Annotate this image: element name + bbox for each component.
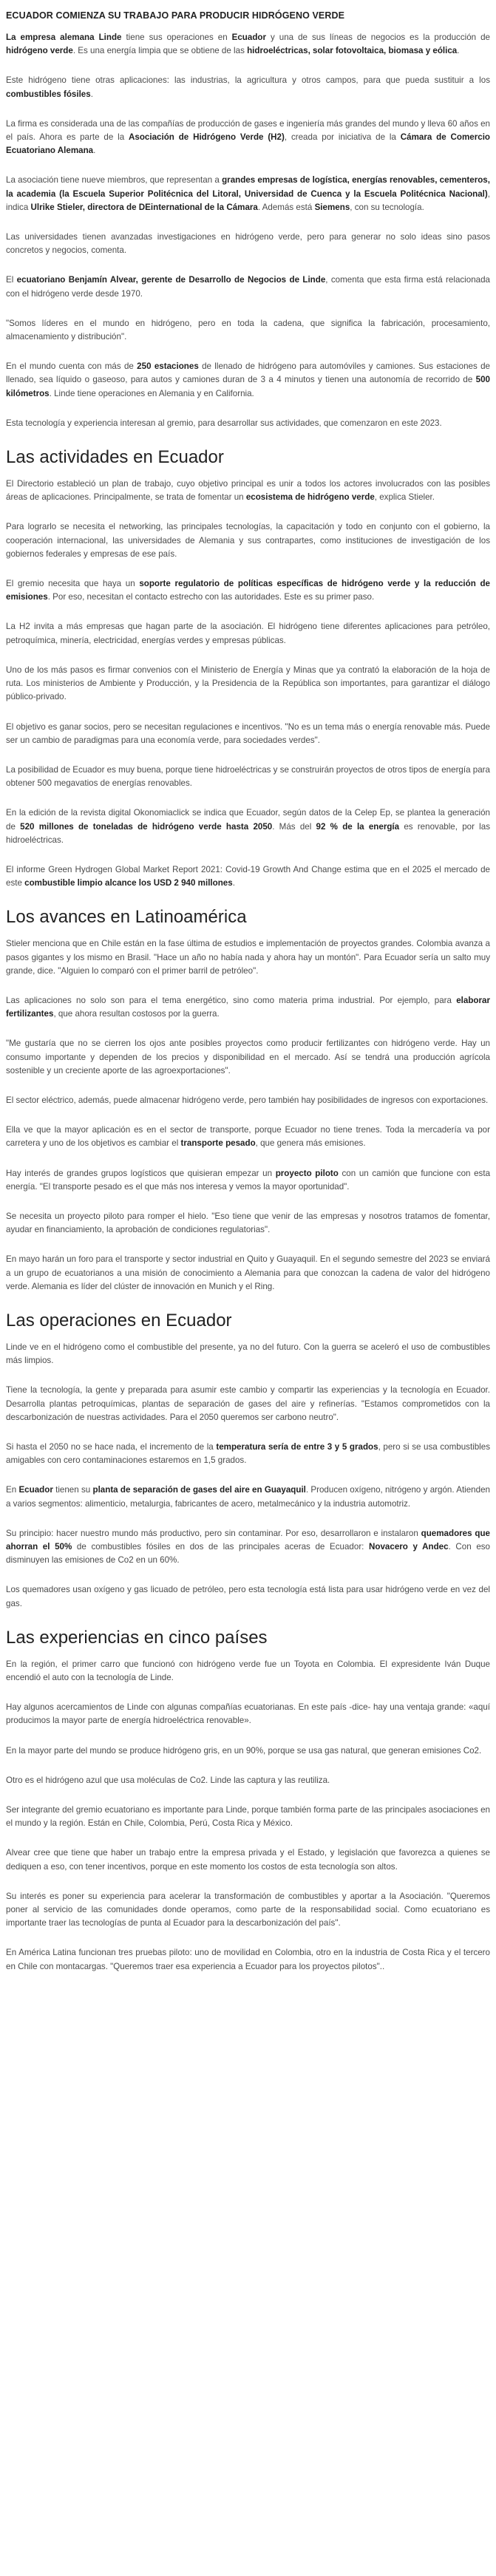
section-paragraph: En la región, el primer carro que funcionó con hidrógeno verde fue un Toyota en Colombia. El expresidente Iván Duque encendió el auto con la tecnología de Linde.	[6, 1659, 490, 1683]
section-paragraph: En la edición de la revista digital Okonomiaclick se indica que Ecuador, según datos de la Celep Ep, se plantea la generación de 520 millones de toneladas de hidrógeno verde hasta 2050. Más del 92 % de la energía es renovable, por las hidroeléctricas.	[6, 808, 490, 845]
section-paragraph: La posibilidad de Ecuador es muy buena, porque tiene hidroeléctricas y se construirán proyectos de otros tipos de energía para obtener 500 megavatios de energías renovables.	[6, 764, 490, 789]
bold-text: soporte regulatorio de políticas específicas de hidrógeno verde y la reducción de emisiones	[6, 579, 490, 602]
bold-text: elaborar fertilizantes	[6, 995, 490, 1019]
article-section	[6, 446, 490, 890]
section-paragraph: Su interés es poner su experiencia para acelerar la transformación de combustibles y aportar a la Asociación. "Queremos poner al servicio de las comunidades donde operamos, como parte de la responsabilidad social. Como ecuatoriano es importante traer las tecnologías de punta al Ecuador para la descarbonización del país".	[6, 1891, 490, 1928]
section-heading: Las actividades en Ecuador	[6, 447, 224, 468]
section-heading: Los avances en Latinoamérica	[6, 907, 247, 928]
bold-text: hidrógeno verde	[6, 46, 73, 56]
article-sections	[6, 446, 490, 1974]
article-section	[6, 906, 490, 1294]
section-paragraph: La H2 invita a más empresas que hagan parte de la asociación. El hidrógeno tiene diferentes aplicaciones para petróleo, petroquímica, minería, electricidad, energías verdes y empresas públicas.	[6, 622, 490, 645]
section-paragraph: El informe Green Hydrogen Global Market Report 2021: Covid-19 Growth And Change estima que en el 2025 el mercado de este combustible limpio alcance los USD 2 940 millones.	[6, 864, 490, 888]
intro-paragraph: La empresa alemana Linde tiene sus operaciones en Ecuador y una de sus líneas de negocios es la producción de hidrógeno verde. Es una energía limpia que se obtiene de las hidroeléctricas, solar fotovoltaica, biomasa y eólica.	[6, 33, 490, 56]
section-paragraph: Tiene la tecnología, la gente y preparada para asumir este cambio y compartir las experiencias y la tecnología en Ecuador. Desarrolla plantas petroquímicas, plantas de separación de gases del aire y refinerías. "Estamos comprometidos con la descarbonización de nuestras actividades. Para el 2050 queremos ser carbono neutro".	[6, 1385, 490, 1422]
section-paragraph: Los quemadores usan oxígeno y gas licuado de petróleo, pero esta tecnología está lista para usar hidrógeno verde en vez del gas.	[6, 1585, 490, 1608]
bold-text: Cámara de Comercio Ecuatoriano Alemana	[6, 132, 491, 156]
section-paragraph: Ser integrante del gremio ecuatoriano es importante para Linde, porque también forma parte de las principales asociaciones en el mundo y la región. Están en Chile, Colombia, Perú, Costa Rica y México.	[6, 1805, 490, 1829]
intro-paragraph: La firma es considerada una de las compañías de producción de gases e ingeniería más grandes del mundo y lleva 60 años en el país. Ahora es parte de la Asociación de Hidrógeno Verde (H2), creada por iniciativa de la Cámara de Comercio Ecuatoriano Alemana.	[6, 118, 491, 156]
section-paragraph: En América Latina funcionan tres pruebas piloto: uno de movilidad en Colombia, otro en la industria de Costa Rica y el tercero en Chile con montacargas. "Queremos traer esa experiencia a Ecuador para los proyectos pilotos"..	[6, 1948, 490, 1971]
section-paragraph: El gremio necesita que haya un soporte regulatorio de políticas específicas de hidrógeno verde y la reducción de emisiones. Por eso, necesitan el contacto estrecho con las autoridades. Este es su primer paso.	[6, 579, 490, 602]
section-paragraph: El Directorio estableció un plan de trabajo, cuyo objetivo principal es unir a todos los actores involucrados con las posibles áreas de aplicaciones. Principalmente, se trata de fomentar un ecosistema de hidrógeno verde, explica Stieler.	[6, 479, 490, 503]
article-section	[6, 1627, 490, 1974]
section-paragraph: En la mayor parte del mundo se produce hidrógeno gris, en un 90%, porque se usa gas natural, que generan emisiones Co2.	[6, 1745, 482, 1756]
section-heading: Las experiencias en cinco países	[6, 1627, 268, 1648]
bold-text: quemadores que ahorran el 50%	[6, 1528, 490, 1552]
section-paragraph: Para lograrlo se necesita el networking, las principales tecnologías, la capacitación y todo en conjunto con el gobierno, la cooperación internacional, las universidades de Alemania y sus contrapartes, como instituciones de investigación de los gobiernos federales y empresas de ese país.	[6, 522, 490, 559]
section-paragraph: Las aplicaciones no solo son para el tema energético, sino como materia prima industrial. Por ejemplo, para elaborar fertilizantes, que ahora resultan costosos por la guerra.	[6, 995, 490, 1019]
bold-text: ecuatoriano Benjamín Alvear, gerente de Desarrollo de Negocios de Linde	[16, 275, 326, 285]
bold-text: La empresa alemana Linde	[6, 33, 122, 42]
bold-text: planta de separación de gases del aire en Guayaquil	[92, 1485, 306, 1495]
bold-text: transporte pesado	[180, 1138, 256, 1149]
bold-text: Ecuador	[231, 33, 267, 42]
section-paragraph: Se necesita un proyecto piloto para romper el hielo. "Eso tiene que venir de las empresas y nosotros tratamos de fomentar, ayudar en financiamiento, la aprobación de condiciones regulatorias".	[6, 1211, 490, 1235]
bold-text: 520 millones de toneladas de hidrógeno verde hasta 2050	[20, 821, 273, 832]
bold-text: 250 estaciones	[137, 361, 199, 372]
intro-paragraph: "Somos líderes en el mundo en hidrógeno, pero en toda la cadena, que significa la fabricación, procesamiento, almacenamiento y distribución".	[6, 318, 490, 342]
bold-text: 92 % de la energía	[316, 821, 400, 832]
intro-paragraph: En el mundo cuenta con más de 250 estaciones de llenado de hidrógeno para automóviles y camiones. Sus estaciones de llenado, sea líquido o gaseoso, para autos y camiones duran de 3 a 4 minutos y tienen una autonomía de recorrido de 500 kilómetros. Linde tiene operaciones en Alemania y en California.	[6, 361, 490, 398]
bold-text: combustibles fósiles	[6, 89, 91, 99]
bold-text: Novacero y Andec	[369, 1542, 449, 1552]
bold-text: combustible limpio alcance los USD 2 940 millones	[24, 878, 233, 888]
section-paragraph: "Me gustaría que no se cierren los ojos ante posibles proyectos como producir fertilizantes con hidrógeno verde. Hay un consumo importante y dependen de los precios y disponibilidad en el mercado. Así se tendrá una producción agrícola sostenible y un creciente aporte de las agroexportaciones".	[6, 1039, 490, 1075]
section-paragraph: El sector eléctrico, además, puede almacenar hidrógeno verde, pero también hay posibilidades de ingresos con exportaciones.	[6, 1095, 489, 1105]
bold-text: Ulrike Stieler, directora de DEinternational de la Cámara	[30, 202, 258, 212]
bold-text: Ecuador	[18, 1485, 53, 1495]
section-paragraph: Linde ve en el hidrógeno como el combustible del presente, ya no del futuro. Con la guerra se aceleró el uso de combustibles más limpios.	[6, 1342, 490, 1366]
section-paragraph: En Ecuador tienen su planta de separación de gases del aire en Guayaquil. Producen oxígeno, nitrógeno y argón. Atienden a varios segmentos: alimenticio, metalurgia, fabricantes de acero, metalmecánico y la industria automotriz.	[6, 1485, 490, 1509]
bold-text: ecosistema de hidrógeno verde	[245, 492, 375, 503]
section-paragraph: Ella ve que la mayor aplicación es en el sector de transporte, porque Ecuador no tiene trenes. Toda la mercadería va por carretera y uno de los objetivos es cambiar el transporte pesado, que genera más emisiones.	[6, 1125, 490, 1149]
article-kicker: ECUADOR COMIENZA SU TRABAJO PARA PRODUCIR HIDRÓGENO VERDE	[6, 10, 345, 21]
section-paragraph: Si hasta el 2050 no se hace nada, el incremento de la temperatura sería de entre 3 y 5 grados, pero si se usa combustibles amigables con cero contaminaciones estaremos en 1,5 grados.	[6, 1442, 491, 1466]
bold-text: hidroeléctricas, solar fotovoltaica, biomasa y eólica	[247, 46, 458, 56]
intro-paragraph: Esta tecnología y experiencia interesan al gremio, para desarrollar sus actividades, que comenzaron en este 2023.	[6, 418, 442, 428]
section-paragraph: En mayo harán un foro para el transporte y sector industrial en Quito y Guayaquil. En el segundo semestre del 2023 se enviará a un grupo de ecuatorianos a una misión de conocimiento a Alemania para que conozcan la cadena de valor del hidrógeno verde. Alemania es líder del clúster de innovación en Munich y el Ring.	[6, 1254, 490, 1291]
bold-text: temperatura sería de entre 3 y 5 grados	[216, 1442, 378, 1452]
intro-paragraph: El ecuatoriano Benjamín Alvear, gerente de Desarrollo de Negocios de Linde, comenta que esta firma está relacionada con el hidrógeno verde desde 1970.	[6, 275, 490, 299]
intro-paragraph: La asociación tiene nueve miembros, que representan a grandes empresas de logística, energías renovables, cementeros, la academia (la Escuela Superior Politécnica del Litoral, Universidad de Cuenca y la Escuela Politécnica Nacional), indica Ulrike Stieler, directora de DEinternational de la Cámara. Además está Siemens, con su tecnología.	[6, 175, 490, 212]
section-paragraph: Su principio: hacer nuestro mundo más productivo, pero sin contaminar. Por eso, desarrollaron e instalaron quemadores que ahorran el 50% de combustibles fósiles en dos de las principales aceras de Ecuador: Novacero y Andec. Con eso disminuyen las emisiones de Co2 en un 60%.	[6, 1528, 491, 1566]
article-intro	[6, 31, 490, 430]
section-paragraph: Otro es el hidrógeno azul que usa moléculas de Co2. Linde las captura y las reutiliza.	[6, 1775, 330, 1785]
bold-text: 500 kilómetros	[6, 375, 490, 398]
section-heading: Las operaciones en Ecuador	[6, 1310, 232, 1331]
section-paragraph: Hay interés de grandes grupos logísticos que quisieran empezar un proyecto piloto con un camión que funcione con esta energía. "El transporte pesado es el que más nos interesa y vemos la mayor oportunidad".	[6, 1168, 491, 1192]
intro-paragraph: Este hidrógeno tiene otras aplicaciones: las industrias, la agricultura y otros campos, para que pueda sustituir a los combustibles fósiles.	[6, 75, 490, 99]
section-paragraph: El objetivo es ganar socios, pero se necesitan regulaciones e incentivos. "No es un tema más o energía renovable más. Puede ser un cambio de paradigmas para una economía verde, para sociedades verdes".	[6, 721, 490, 745]
article-section	[6, 1310, 490, 1611]
bold-text: Asociación de Hidrógeno Verde (H2)	[129, 132, 285, 143]
bold-text: proyecto piloto	[275, 1168, 339, 1178]
section-paragraph: Stieler menciona que en Chile están en la fase última de estudios e implementación de proyectos grandes. Colombia avanza a pasos gigantes y los mismo en Brasil. "Hace un año no había nada y ahora hay un montón". Para Ecuador sería un salto muy grande, dice. "Alguien lo comparó con el primer barril de petróleo".	[6, 939, 490, 976]
bold-text: Siemens	[314, 202, 350, 212]
section-paragraph: Hay algunos acercamientos de Linde con algunas compañías ecuatorianas. En este país -dice- hay una ventaja grande: «aquí producimos la mayor parte de energía hidroeléctrica renovable».	[6, 1702, 490, 1726]
section-paragraph: Alvear cree que tiene que haber un trabajo entre la empresa privada y el Estado, y legislación que favorezca a quienes se dediquen a eso, con tener incentivos, porque en este momento los costos de esta tecnología son altos.	[6, 1848, 490, 1872]
bold-text: grandes empresas de logística, energías renovables, cementeros, la academia (la Escuela Superior Politécnica del Litoral, Universidad de Cuenca y la Escuela Politécnica Nacional)	[6, 175, 490, 199]
section-paragraph: Uno de los más pasos es firmar convenios con el Ministerio de Energía y Minas que ya contrató la elaboración de la hoja de ruta. Los ministerios de Ambiente y Producción, y la Presidencia de la República son importantes, para garantizar el diálogo público-privado.	[6, 665, 490, 702]
intro-paragraph: Las universidades tienen avanzadas investigaciones en hidrógeno verde, pero para generar no solo ideas sino pasos concretos y negocios, comenta.	[6, 232, 490, 256]
